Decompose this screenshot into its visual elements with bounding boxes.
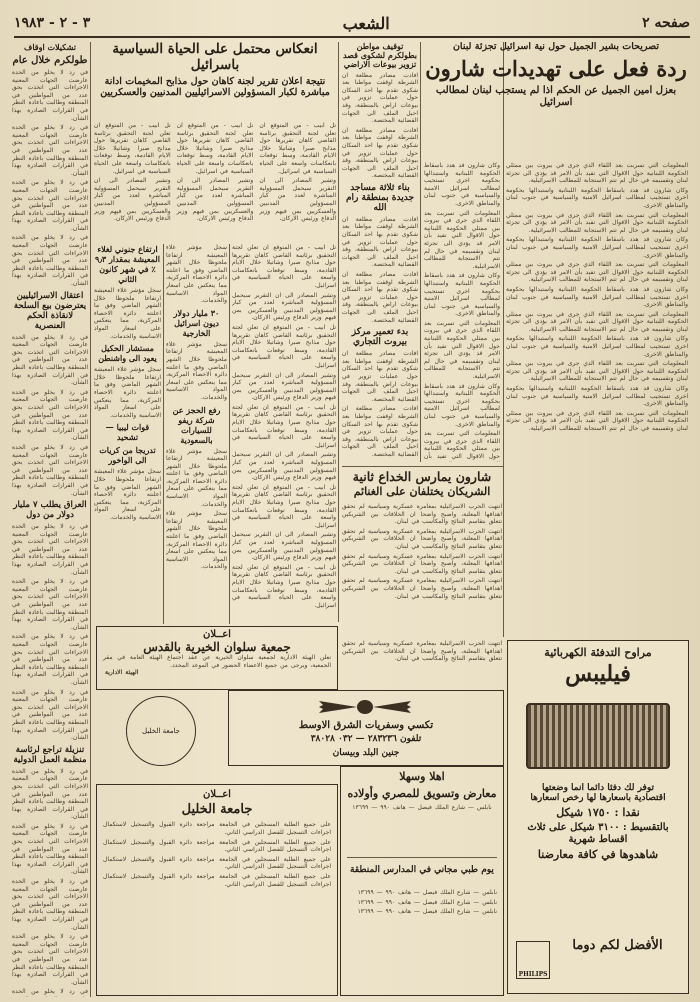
main-story-paragraph: المعلومات التي تسربت بعد اللقاء الذي جرى في بيروت بين ممثلي الحكومة اللبنانية حول الاقوال التي تفيد بأن الامر قد يؤدي الى تجزئة لبنان وتقسيمه في حال لم تتم الاستجابة للمطالب الاسرائيلية. [424, 209, 500, 270]
main-story-subhead: بعزل امين الجميل عن الحكم اذا لم يستجب لبنان لمطالب اسرائيل [435, 85, 677, 108]
column-left-paragraph: في رد لا يخلو من الحدة عارضت الجهات المعنية الاجراءات التي اتخذت بحق عدد من المواطنين في المنطقة وطالبت باعادة النظر في القرارات الصادرة بهذا الشأن. [12, 933, 88, 986]
philips-ad-brand: فيليبس [565, 660, 631, 687]
center-lower-story3-title: مستشار الحكيل يعود الى واشنطن [98, 343, 157, 364]
wings-emblem-icon [317, 697, 413, 717]
masthead [14, 10, 690, 38]
philips-logo: PHILIPS [516, 941, 550, 979]
section-rule [347, 857, 497, 858]
column-mid-body [342, 350, 418, 458]
column-mid-paragraph: افادت مصادر مطلعة ان الشرطة اوقفت مواطنا بعد شكوى تقدم بها احد السكان حول عمليات تزوير في بيوعات اراض بالمنطقة، وقد احيل الملف الى الجهات القضائية المختصة. [342, 71, 418, 125]
center-story-paragraph: تل ابيب - من المتوقع ان تعلن لجنة التحقيق برئاسة القاضي كاهان تقريرها حول مذابح صبرا وشاتيلا خلال الايام القادمة، وسط توقعات بانعكاسات واسعة على الحياة السياسية في اسرائيل. [94, 122, 171, 175]
welcome-ad-paragraph: نابلس — شارع الملك فيصل — هاتف ٩٩٠ — ١٣٦٩٩ [357, 898, 497, 906]
silwan-charity-ad [96, 626, 338, 690]
column-rule [420, 42, 421, 462]
main-story-paragraph: المعلومات التي تسربت بعد اللقاء الذي جرى في بيروت بين ممثلي الحكومة اللبنانية حول الاقوال التي تفيد بأن الامر قد يؤدي الى تجزئة لبنان وتقسيمه في حال لم تتم الاستجابة للمطالب الاسرائيلية. [506, 162, 688, 185]
center-story-headline: انعكاس محتمل على الحياة السياسية باسرائيل [112, 42, 318, 73]
main-story-paragraph: المعلومات التي تسربت بعد اللقاء الذي جرى في بيروت بين ممثلي الحكومة اللبنانية حول الاقوال التي تفيد بأن الامر قد يؤدي الى تجزئة لبنان وتقسيمه في حال لم تتم الاستجابة للمطالب الاسرائيلية. [506, 409, 688, 432]
philips-ad-line1: توفر لك دفئا دائما انما وضعتها [541, 783, 655, 793]
center-story-paragraph: وتشير المصادر الى ان التقرير سيحمل المسؤولية المباشرة لعدد من كبار المسؤولين المدنيين والعسكريين بمن فيهم وزير الدفاع ورئيس الاركان. [232, 291, 336, 322]
center-story-paragraph: وتشير المصادر الى ان التقرير سيحمل المسؤولية المباشرة لعدد من كبار المسؤولين المدنيين والعسكريين بمن فيهم وزير الدفاع ورئيس الاركان. [232, 371, 336, 402]
center-lower-story1-title: ارتفاع جنوني لغلاء المعيشة بمقدار ٩٫٣ ٪ في شهر كانون الثاني [95, 244, 160, 284]
column-left-story1-title: طولكرم خلال عام [12, 55, 88, 66]
travel-ad-phone: تلفون ٢٨٣٢٣٦ — ٠٣٢ ٣٨٠٢٨ [310, 734, 422, 744]
column-mid-story3-title: بدء تعمير مركز بيروت التجاري [351, 327, 409, 348]
column-left-paragraph: في رد لا يخلو من الحدة عارضت الجهات المعنية الاجراءات التي اتخذت بحق عدد من المواطنين في المنطقة وطالبت باعادة النظر في القرارات الصادرة بهذا الشأن. [12, 124, 88, 177]
welcome-ad-detail [347, 889, 497, 918]
center-story-paragraph: وتشير المصادر الى ان التقرير سيحمل المسؤولية المباشرة لعدد من كبار المسؤولين المدنيين والعسكريين بمن فيهم وزير الدفاع ورئيس الاركان. [232, 451, 336, 482]
sharon-story-paragraph: انتهت الحرب الاسرائيلية بمغامرة عسكرية وسياسية لم تحقق اهدافها المعلنة، واصبح واضحا ان الخلافات بين الشريكين تتعلق بتقاسم النتائج والمكاسب في لبنان. [342, 577, 502, 600]
center-story-header [94, 42, 336, 122]
column-left-paragraph: في رد لا يخلو من الحدة عارضت الجهات المعنية الاجراءات التي اتخذت بحق عدد من المواطنين في المنطقة وطالبت باعادة النظر في القرارات الصادرة بهذا الشأن. [12, 234, 88, 288]
sharon-story-paragraph: انتهت الحرب الاسرائيلية بمغامرة عسكرية وسياسية لم تحقق اهدافها المعلنة، واصبح واضحا ان الخلافات بين الشريكين تتعلق بتقاسم النتائج والمكاسب في لبنان. [342, 552, 502, 575]
khalil-ad-body [97, 821, 337, 888]
column-left-paragraph: في رد لا يخلو من الحدة عارضت الجهات المعنية الاجراءات التي اتخذت بحق عدد من المواطنين في المنطقة وطالبت باعادة النظر في القرارات الصادرة بهذا الشأن. [12, 822, 88, 876]
center-lower-paragraph: سجل مؤشر غلاء المعيشة ارتفاعا ملحوظا خلال الشهر الماضي وفق ما اعلنته دائرة الاحصاء المركزية، مما ينعكس على اسعار المواد الاساسية والخدمات. [94, 287, 161, 340]
center-lower-paragraph: سجل مؤشر غلاء المعيشة ارتفاعا ملحوظا خلال الشهر الماضي وفق ما اعلنته دائرة الاحصاء المركزية، مما ينعكس على اسعار المواد الاساسية والخدمات. [166, 447, 227, 508]
column-left-paragraph: في رد لا يخلو من الحدة عارضت الجهات المعنية الاجراءات التي اتخذت بحق عدد من المواطنين في المنطقة وطالبت باعادة النظر في القرارات الصادرة بهذا الشأن. [12, 443, 88, 497]
column-left-paragraph: في رد لا يخلو من الحدة عارضت الجهات المعنية الاجراءات التي اتخذت بحق عدد من المواطنين في المنطقة وطالبت باعادة النظر في القرارات الصادرة بهذا الشأن. [12, 179, 88, 232]
welcome-ad-paragraph: نابلس — شارع الملك فيصل — هاتف ٩٩٠ — ١٣٦٩٩ [357, 908, 497, 916]
center-lower-body [94, 468, 161, 521]
column-left-paragraph: في رد لا يخلو من الحدة عارضت الجهات المعنية الاجراءات التي اتخذت بحق عدد من المواطنين في المنطقة وطالبت باعادة النظر في القرارات الصادرة بهذا الشأن. [12, 633, 88, 686]
travel-ad-location: جنين البلد وبيسان [332, 748, 400, 758]
column-left-story4-title: تنزيلة تراجع لرئاسة منظمة العمل الدولية [13, 744, 87, 765]
column-left-paragraph: في رد لا يخلو من الحدة [12, 988, 88, 996]
khalil-ad-name: جامعة الخليل [181, 801, 253, 817]
center-lower-paragraph: سجل مؤشر غلاء المعيشة ارتفاعا ملحوظا خلال الشهر الماضي وفق ما اعلنته دائرة الاحصاء المركزية، مما ينعكس على اسعار المواد الاساسية والخدمات. [94, 468, 161, 521]
sharon-story-body [342, 503, 502, 600]
main-story-paragraph: وكان شارون قد هدد باسقاط الحكومة اللبنانية واستبدالها بحكومة اخرى تستجيب لمطالب اسرائيل الامنية والسياسية في جنوب لبنان والمناطق الاخرى. [506, 285, 688, 309]
center-lower-story5-title: تدريجا من كريات الى الواخور [99, 445, 156, 466]
main-story-paragraph: المعلومات التي تسربت بعد اللقاء الذي جرى في بيروت بين ممثلي الحكومة اللبنانية حول الاقوال التي تفيد بأن الامر قد يؤدي الى تجزئة لبنان وتقسيمه في حال لم تتم الاستجابة للمطالب الاسرائيلية. [506, 360, 688, 383]
center-lower-right [232, 244, 336, 624]
philips-ad-title: مراوح التدفئة الكهربائية [544, 646, 652, 659]
center-story-paragraph: تل ابيب - من المتوقع ان تعلن لجنة التحقيق برئاسة القاضي كاهان تقريرها حول مذابح صبرا وشاتيلا خلال الايام القادمة، وسط توقعات بانعكاسات واسعة على الحياة السياسية في اسرائيل. [232, 323, 336, 369]
column-left-paragraph: في رد لا يخلو من الحدة عارضت الجهات المعنية الاجراءات التي اتخذت بحق عدد من المواطنين في المنطقة وطالبت باعادة النظر في القرارات الصادرة بهذا الشأن. [12, 578, 88, 631]
issue-date: ٣ - ٢ - ١٩٨٣ [14, 15, 91, 31]
column-mid-paragraph: افادت مصادر مطلعة ان الشرطة اوقفت مواطنا بعد شكوى تقدم بها احد السكان حول عمليات تزوير في بيوعات اراض بالمنطقة، وقد احيل الملف الى الجهات القضائية المختصة. [342, 215, 418, 269]
column-mid-body [342, 216, 418, 324]
column-left [12, 42, 88, 997]
philips-ad-price-cash: نقدا : ١٧٥٠ شيكل [556, 805, 640, 819]
column-left-body [12, 768, 88, 997]
main-story-paragraph: المعلومات التي تسربت بعد اللقاء الذي جرى في بيروت بين ممثلي الحكومة اللبنانية حول الاقوال التي تفيد بأن الامر قد يؤدي الى تجزئة لبنان وتقسيمه في حال لم تتم الاستجابة للمطالب الاسرائيلية. [506, 211, 688, 234]
center-lower-story2-title: ٣٠ مليار دولار ديون اسرائيل الخارجية [173, 307, 220, 338]
center-lower-body [232, 244, 336, 609]
center-lower-body [94, 287, 161, 340]
khalil-logo-box [96, 690, 224, 780]
sharon-story-paragraph: انتهت الحرب الاسرائيلية بمغامرة عسكرية وسياسية لم تحقق اهدافها المعلنة، واصبح واضحا ان الخلافات بين الشريكين تتعلق بتقاسم النتائج والمكاسب في لبنان. [342, 527, 502, 550]
khalil-university-logo: جامعة الخليل [126, 696, 196, 766]
charity-ad-signature: الهيئة الادارية [105, 669, 139, 677]
center-story-paragraph: وتشير المصادر الى ان التقرير سيحمل المسؤولية المباشرة لعدد من كبار المسؤولين المدنيين والعسكريين بمن فيهم وزير الدفاع ورئيس الاركان. [232, 531, 336, 562]
welcome-ad-title: اهلا وسهلا [399, 770, 445, 783]
center-story-paragraph: وتشير المصادر الى ان التقرير سيحمل المسؤولية المباشرة لعدد من كبار المسؤولين المدنيين والعسكريين بمن فيهم وزير الدفاع ورئيس الاركان. [94, 177, 171, 223]
main-story-paragraph: وكان شارون قد هدد باسقاط الحكومة اللبنانية واستبدالها بحكومة اخرى تستجيب لمطالب اسرائيل الامنية والسياسية في جنوب لبنان والمناطق الاخرى. [506, 186, 688, 209]
charity-ad-body: تعلن الهيئة الادارية لجمعية سلوان الخيرية عن عقد اجتماع الهيئة العامة في مقر الجمعية، ويرجى من جميع الاعضاء الحضور في الموعد المحدد. [103, 654, 331, 669]
center-lower-paragraph: سجل مؤشر غلاء المعيشة ارتفاعا ملحوظا خلال الشهر الماضي وفق ما اعلنته دائرة الاحصاء المركزية، مما ينعكس على اسعار المواد الاساسية والخدمات. [94, 366, 161, 419]
column-left-paragraph: في رد لا يخلو من الحدة عارضت الجهات المعنية الاجراءات التي اتخذت بحق عدد من المواطنين في المنطقة وطالبت باعادة النظر في القرارات الصادرة بهذا الشأن. [12, 69, 88, 122]
main-story-paragraph: وكان شارون قد هدد باسقاط الحكومة اللبنانية واستبدالها بحكومة اخرى تستجيب لمطالب اسرائيل الامنية والسياسية في جنوب لبنان والمناطق الاخرى. [506, 335, 688, 358]
column-mid-story4-title [342, 462, 418, 463]
philips-heater-ad [507, 640, 689, 994]
khalil-ad-paragraph: على جميع الطلبة المسجلين في الجامعة مراجعة دائرة القبول والتسجيل لاستكمال اجراءات التسجيل للفصل الدراسي الثاني. [103, 855, 331, 871]
column-mid [342, 42, 418, 462]
center-story-paragraph: تل ابيب - من المتوقع ان تعلن لجنة التحقيق برئاسة القاضي كاهان تقريرها حول مذابح صبرا وشاتيلا خلال الايام القادمة، وسط توقعات بانعكاسات واسعة على الحياة السياسية في اسرائيل. [176, 122, 254, 175]
center-story-paragraph: تل ابيب - من المتوقع ان تعلن لجنة التحقيق برئاسة القاضي كاهان تقريرها حول مذابح صبرا وشاتيلا خلال الايام القادمة، وسط توقعات بانعكاسات واسعة على الحياة السياسية في اسرائيل. [232, 244, 336, 289]
main-story-paragraph: المعلومات التي تسربت بعد اللقاء الذي جرى في بيروت بين ممثلي الحكومة اللبنانية حول الاقوال التي تفيد بأن [424, 430, 500, 460]
main-story-kicker: تصريحات بشير الجميل حول نية اسرائيل تجزئة لبنان [452, 42, 660, 52]
column-mid-paragraph: افادت مصادر مطلعة ان الشرطة اوقفت مواطنا بعد شكوى تقدم بها احد السكان حول عمليات تزوير في بيوعات اراض بالمنطقة، وقد احيل الملف الى الجهات القضائية المختصة. [342, 405, 418, 458]
main-story-paragraph: المعلومات التي تسربت بعد اللقاء الذي جرى في بيروت بين ممثلي الحكومة اللبنانية حول الاقوال التي تفيد بأن الامر قد يؤدي الى تجزئة لبنان وتقسيمه في حال لم تتم الاستجابة للمطالب الاسرائيلية. [506, 261, 688, 284]
charity-ad-name: جمعية سلوان الخيرية بالقدس [143, 639, 291, 654]
main-story-paragraph: المعلومات التي تسربت بعد اللقاء الذي جرى في بيروت بين ممثلي الحكومة اللبنانية حول الاقوال التي تفيد بأن الامر قد يؤدي الى تجزئة لبنان وتقسيمه في حال لم تتم الاستجابة للمطالب الاسرائيلية. [424, 319, 500, 381]
column-left-body [12, 523, 88, 742]
center-lower-paragraph: سجل مؤشر غلاء المعيشة ارتفاعا ملحوظا خلال الشهر الماضي وفق ما اعلنته دائرة الاحصاء المركزية، مما ينعكس على اسعار المواد الاساسية والخدمات. [166, 244, 227, 305]
column-left-paragraph: في رد لا يخلو من الحدة عارضت الجهات المعنية الاجراءات التي اتخذت بحق عدد من المواطنين في المنطقة وطالبت باعادة النظر في القرارات الصادرة بهذا الشأن. [12, 878, 88, 931]
center-lower-body [94, 366, 161, 419]
center-story-body [94, 122, 336, 242]
column-left-paragraph: في رد لا يخلو من الحدة عارضت الجهات المعنية الاجراءات التي اتخذت بحق عدد من المواطنين في المنطقة وطالبت باعادة النظر في القرارات الصادرة بهذا الشأن. [12, 688, 88, 742]
main-story-body-col1 [506, 162, 688, 592]
philips-ad-installment-note: اقساط شهرية [568, 833, 628, 845]
column-left-paragraph: في رد لا يخلو من الحدة عارضت الجهات المعنية الاجراءات التي اتخذت بحق عدد من المواطنين في المنطقة وطالبت باعادة النظر في القرارات الصادرة بهذا الشأن. [12, 523, 88, 576]
philips-ad-copy [514, 783, 682, 862]
column-rule [338, 42, 339, 622]
middle-east-travel-ad [228, 690, 504, 766]
center-story-paragraph: تل ابيب - من المتوقع ان تعلن لجنة التحقيق برئاسة القاضي كاهان تقريرها حول مذابح صبرا وشاتيلا خلال الايام القادمة، وسط توقعات بانعكاسات واسعة على الحياة السياسية في اسرائيل. [232, 403, 336, 449]
sharon-story-headline: شارون يمارس الخداع ثانية [352, 470, 492, 484]
column-rule [90, 42, 91, 997]
column-left-paragraph: في رد لا يخلو من الحدة عارضت الجهات المعنية الاجراءات التي اتخذت بحق عدد من المواطنين في المنطقة وطالبت باعادة النظر في القرارات الصادرة بهذا الشأن. [12, 333, 88, 387]
column-mid-headline: توقيف مواطن بطولكرم لشكوى قصد تزوير بيوعات الاراضي [342, 42, 418, 70]
main-story-paragraph: وكان شارون قد هدد باسقاط الحكومة اللبنانية واستبدالها بحكومة اخرى تستجيب لمطالب اسرائيل الامنية والسياسية في جنوب لبنان والمناطق الاخرى. [506, 385, 688, 408]
column-left-body [12, 69, 88, 288]
philips-ad-line2: اقتصادية باسعارها لها رخص اسعارها [530, 793, 666, 804]
main-story-paragraph: وكان شارون قد هدد باسقاط الحكومة اللبنانية واستبدالها بحكومة اخرى تستجيب لمطالب اسرائيل الامنية والسياسية في جنوب لبنان والمناطق الاخرى. [424, 382, 500, 428]
center-lower-story6-title: رفع الحجز عن شركة ريفو للسيارات بالسعودية [172, 404, 221, 445]
welcome-ad-tagline: يوم طبي مجاني في المدارس المنطقة [350, 865, 494, 875]
sharon-story [342, 470, 502, 638]
column-left-body [12, 334, 88, 497]
center-lower-paragraph: سجل مؤشر غلاء المعيشة ارتفاعا ملحوظا خلال الشهر الماضي وفق ما اعلنته دائرة الاحصاء المركزية، مما ينعكس على اسعار المواد الاساسية والخدمات. [166, 510, 227, 571]
welcome-ad-headline: معارض وتسويق للمصري وأولاده [347, 786, 497, 800]
main-story-paragraph: المعلومات التي تسربت بعد اللقاء الذي جرى في بيروت بين ممثلي الحكومة اللبنانية حول الاقوال التي تفيد بأن الامر قد يؤدي الى تجزئة لبنان وتقسيمه في حال لم تتم الاستجابة للمطالب الاسرائيلية. [506, 310, 688, 333]
wings-logo [317, 697, 413, 717]
newspaper-name: الشعب [342, 13, 390, 33]
main-story-paragraph: وكان شارون قد هدد باسقاط الحكومة اللبنانية واستبدالها بحكومة اخرى تستجيب لمطالب اسرائيل الامنية والسياسية في جنوب لبنان والمناطق الاخرى. [424, 162, 500, 207]
column-left-headline: تشكيلات اوقاف [24, 42, 76, 52]
center-lower-story4-title: قوات ليبيا — تشحيد [105, 422, 150, 443]
center-lower-body [166, 448, 227, 572]
center-story-paragraph: وتشير المصادر الى ان التقرير سيحمل المسؤولية المباشرة لعدد من كبار المسؤولين المدنيين والعسكريين بمن فيهم وزير الدفاع ورئيس الاركان. [259, 177, 336, 223]
charity-ad-title: اعــلان [203, 629, 231, 640]
column-mid-paragraph: افادت مصادر مطلعة ان الشرطة اوقفت مواطنا بعد شكوى تقدم بها احد السكان حول عمليات تزوير في بيوعات اراض بالمنطقة، وقد احيل الملف الى الجهات القضائية المختصة. [342, 350, 418, 403]
center-lower-body [166, 341, 227, 402]
sharon-story-paragraph: انتهت الحرب الاسرائيلية بمغامرة عسكرية وسياسية لم تحقق اهدافها المعلنة، واصبح واضحا ان الخلافات بين الشريكين تتعلق بتقاسم النتائج والمكاسب في لبنان. [342, 640, 502, 663]
column-mid-body [342, 72, 418, 180]
khalil-ad-paragraph: على جميع الطلبة المسجلين في الجامعة مراجعة دائرة القبول والتسجيل لاستكمال اجراءات التسجيل للفصل الدراسي الثاني. [103, 821, 331, 837]
center-story-paragraph: تل ابيب - من المتوقع ان تعلن لجنة التحقيق برئاسة القاضي كاهان تقريرها حول مذابح صبرا وشاتيلا خلال الايام القادمة، وسط توقعات بانعكاسات واسعة على الحياة السياسية في اسرائيل. [259, 122, 336, 175]
main-story-header [424, 42, 688, 160]
column-left-story2-title: اعتقال الاسرائيليين يعترضون بيع السلحة لانقاذة الحكم العنصرية [13, 290, 87, 331]
khalil-ad-title: اعــلان [203, 789, 231, 800]
philips-ad-price-installment: بالتقسيط : ٣١٠٠ شيكل على ثلاث [527, 822, 669, 834]
main-story-paragraph: وكان شارون قد هدد باسقاط الحكومة اللبنانية واستبدالها بحكومة اخرى تستجيب لمطالب اسرائيل الامنية والسياسية في جنوب لبنان والمناطق الاخرى. [424, 272, 500, 318]
khalil-university-ad [96, 784, 338, 996]
welcome-ad-paragraph: نابلس — شارع الملك فيصل — هاتف ٩٩٠ — ١٣٦٩٩ [357, 889, 497, 896]
section-rule [342, 466, 504, 467]
column-mid-paragraph: افادت مصادر مطلعة ان الشرطة اوقفت مواطنا بعد شكوى تقدم بها احد السكان حول عمليات تزوير في بيوعات اراض بالمنطقة، وقد احيل الملف الى الجهات القضائية المختصة. [342, 126, 418, 180]
main-story-headline: ردة فعل على تهديدات شارون [425, 55, 687, 81]
center-story-paragraph: تل ابيب - من المتوقع ان تعلن لجنة التحقيق برئاسة القاضي كاهان تقريرها حول مذابح صبرا وشاتيلا خلال الايام القادمة، وسط توقعات بانعكاسات واسعة على الحياة السياسية في اسرائيل. [232, 563, 336, 609]
center-story-paragraph: تل ابيب - من المتوقع ان تعلن لجنة التحقيق برئاسة القاضي كاهان تقريرها حول مذابح صبرا وشاتيلا خلال الايام القادمة، وسط توقعات بانعكاسات واسعة على الحياة السياسية في اسرائيل. [232, 483, 336, 529]
column-mid-story2-title: بناء ثلاثة مساجد جديدة بمنطقة رام الله [345, 182, 415, 213]
center-lower-mid [166, 244, 227, 624]
center-lower-paragraph: سجل مؤشر غلاء المعيشة ارتفاعا ملحوظا خلال الشهر الماضي وفق ما اعلنته دائرة الاحصاء المركزية، مما ينعكس على اسعار المواد الاساسية والخدمات. [166, 340, 227, 401]
welcome-ad-body: نابلس — شارع الملك فيصل — هاتف ٩٩٠ — ١٣٦٩٩ [352, 804, 492, 812]
sharon-story-continued [342, 640, 502, 680]
column-left-paragraph: في رد لا يخلو من الحدة عارضت الجهات المعنية الاجراءات التي اتخذت بحق عدد من المواطنين في المنطقة وطالبت باعادة النظر في القرارات الصادرة بهذا الشأن. [12, 388, 88, 442]
main-story-paragraph: وكان شارون قد هدد باسقاط الحكومة اللبنانية واستبدالها بحكومة اخرى تستجيب لمطالب اسرائيل الامنية والسياسية في جنوب لبنان والمناطق الاخرى. [506, 236, 688, 259]
center-lower-left [94, 244, 161, 624]
center-lower-body [166, 244, 227, 305]
sharon-story-paragraph: انتهت الحرب الاسرائيلية بمغامرة عسكرية وسياسية لم تحقق اهدافها المعلنة، واصبح واضحا ان الخلافات بين الشريكين تتعلق بتقاسم النتائج والمكاسب في لبنان. [342, 503, 502, 526]
column-left-paragraph: في رد لا يخلو من الحدة عارضت الجهات المعنية الاجراءات التي اتخذت بحق عدد من المواطنين في المنطقة وطالبت باعادة النظر في القرارات الصادرة بهذا الشأن. [12, 767, 88, 821]
center-story-paragraph: وتشير المصادر الى ان التقرير سيحمل المسؤولية المباشرة لعدد من كبار المسؤولين المدنيين والعسكريين بمن فيهم وزير الدفاع ورئيس الاركان. [176, 177, 254, 223]
main-story-body-col2 [424, 162, 500, 462]
column-rule [229, 244, 230, 624]
travel-ad-name: تكسي وسفريات الشرق الاوسط [298, 720, 434, 731]
masri-sons-ad [340, 766, 504, 996]
philips-ad-slogan: الأفضل لكم دوما [572, 938, 663, 953]
column-rule [163, 244, 164, 624]
page-number: صفحه ٢ [642, 15, 690, 31]
heater-product-image [526, 703, 670, 769]
khalil-ad-paragraph: على جميع الطلبة المسجلين في الجامعة مراجعة دائرة القبول والتسجيل لاستكمال اجراءات التسجيل للفصل الدراسي الثاني. [103, 838, 331, 854]
column-mid-paragraph: افادت مصادر مطلعة ان الشرطة اوقفت مواطنا بعد شكوى تقدم بها احد السكان حول عمليات تزوير في بيوعات اراض بالمنطقة، وقد احيل الملف الى الجهات القضائية المختصة. [342, 271, 418, 324]
sharon-story-subhead: الشريكان يختلفان على الغنائم [353, 485, 491, 499]
column-left-story3-title: العراق يطلب ٧ مليار دولار من دول [13, 500, 87, 521]
khalil-ad-paragraph: على جميع الطلبة المسجلين في الجامعة مراجعة دائرة القبول والتسجيل لاستكمال اجراءات التسجيل للفصل الدراسي الثاني. [103, 873, 331, 888]
center-story-subhead: نتيجة اعلان تقرير لجنة كاهان حول مذابح المخيمات ادانة مباشرة لكبار المسؤولين الاسرائيليين المدنيين والعسكريين [100, 76, 330, 98]
philips-ad-closing: شاهدوها في كافة معارضنا [537, 848, 659, 862]
